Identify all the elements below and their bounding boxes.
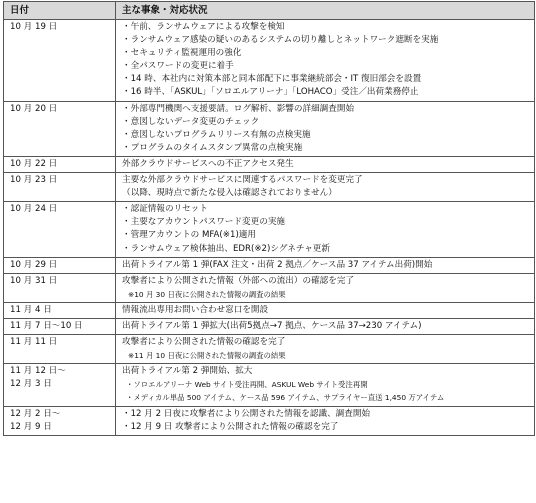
event-line: ・全パスワードの変更に着手 — [122, 61, 234, 72]
event-line: ・意図しないデータ変更のチェック — [122, 116, 260, 127]
table-row — [4, 20, 535, 102]
date-text: 11 月 11 日 — [10, 337, 58, 348]
event-line: ・午前、ランサムウェアによる攻撃を検知 — [122, 22, 285, 32]
table-body — [4, 20, 535, 436]
date-text: 10 月 20 日 — [10, 103, 58, 114]
event-line: ・12 月 2 日夜に攻撃者により公開された情報を認識、調査開始 — [122, 408, 371, 419]
date-text: 10 月 23 日 — [10, 175, 58, 186]
date-cell — [4, 156, 116, 172]
date-text: 10 月 29 日 — [10, 259, 58, 270]
event-line: ・認証情報のリセット — [122, 204, 208, 215]
date-text: 11 月 4 日 — [10, 304, 52, 315]
event-line: ・ランサムウェア感染の疑いのあるシステムの切り離しとネットワーク遮断を実施 — [122, 35, 439, 46]
date-text: 12 月 9 日 — [10, 421, 52, 432]
table-row — [4, 173, 535, 202]
date-cell — [4, 101, 116, 156]
date-cell — [4, 335, 116, 364]
event-note: ※11 月 10 日夜に公開された情報の調査の結果 — [128, 351, 286, 361]
event-cell — [116, 257, 535, 273]
header-date: 日付 — [4, 2, 116, 20]
date-text: 10 月 31 日 — [10, 275, 58, 286]
event-line: ・14 時、本社内に対策本部と同本部配下に事業継続部会・IT 復旧部会を設置 — [122, 74, 422, 85]
date-cell — [4, 364, 116, 406]
date-cell — [4, 406, 116, 435]
event-cell — [116, 173, 535, 202]
event-subline: ・ソロエルアリーナ Web サイト受注再開、ASKUL Web サイト受注再開 — [126, 380, 368, 390]
header-event: 主な事象・対応状況 — [116, 2, 535, 20]
date-cell — [4, 318, 116, 334]
event-line: 出荷トライアル第 1 弾拡大(出荷5拠点→7 拠点、ケース品 37→230 アイテム) — [122, 320, 422, 331]
table-row — [4, 257, 535, 273]
event-cell — [116, 318, 535, 334]
date-text: 10 月 19 日 — [10, 22, 58, 32]
table-row — [4, 335, 535, 364]
event-cell — [116, 202, 535, 257]
date-cell — [4, 202, 116, 257]
event-cell — [116, 406, 535, 435]
event-line: ・主要なアカウントパスワード変更の実施 — [122, 217, 286, 228]
event-cell — [116, 101, 535, 156]
event-line: 攻撃者により公開された情報（外部への流出）の確認を完了 — [122, 275, 355, 286]
event-cell — [116, 20, 535, 102]
event-line: 主要な外部クラウドサービスに関連するパスワードを変更完了 — [122, 175, 363, 186]
event-cell — [116, 156, 535, 172]
event-line: ・12 月 9 日 攻撃者により公開された情報の確認を完了 — [122, 421, 339, 432]
event-line: 攻撃者により公開された情報の確認を完了 — [122, 337, 286, 348]
event-line: 外部クラウドサービスへの不正アクセス発生 — [122, 158, 294, 169]
event-line: ・16 時半、「ASKUL」「ソロエルアリーナ」「LOHACO」受注／出荷業務停止 — [122, 87, 419, 98]
event-line: ・外部専門機関へ支援要請。ログ解析、影響の詳細調査開始 — [122, 103, 355, 114]
event-cell — [116, 364, 535, 406]
table-row — [4, 273, 535, 302]
event-line: ・管理アカウントの MFA(※1)適用 — [122, 230, 256, 241]
table-header-row — [4, 2, 535, 20]
event-line: ・意図しないプログラムリリース有無の点検実施 — [122, 129, 311, 140]
table-row — [4, 156, 535, 172]
event-cell — [116, 335, 535, 364]
table-row — [4, 101, 535, 156]
event-cell — [116, 302, 535, 318]
date-cell — [4, 302, 116, 318]
date-cell — [4, 273, 116, 302]
table-row — [4, 202, 535, 257]
table-row — [4, 302, 535, 318]
date-text: 12 月 2 日～ — [10, 408, 61, 419]
date-cell — [4, 173, 116, 202]
event-subline: ・メディカル単品 500 アイテム、ケース品 596 アイテム、サプライヤー直送 1,450 万アイテム — [126, 393, 445, 403]
date-text: 11 月 7 日～10 日 — [10, 320, 83, 331]
event-note: ※10 月 30 日夜に公開された情報の調査の結果 — [128, 289, 286, 299]
date-text: 11 月 12 日～ — [10, 366, 66, 377]
timeline-table — [3, 1, 535, 436]
date-cell — [4, 257, 116, 273]
event-cell — [116, 273, 535, 302]
table-row — [4, 364, 535, 406]
table-row — [4, 406, 535, 435]
date-cell — [4, 20, 116, 102]
date-text: 10 月 24 日 — [10, 204, 58, 215]
event-line: （以降、現時点で新たな侵入は確認されておりません） — [122, 188, 337, 199]
event-line: 情報流出専用お問い合わせ窓口を開設 — [122, 304, 269, 315]
date-text: 10 月 22 日 — [10, 158, 58, 169]
event-line: ・プログラムのタイムスタンプ異常の点検実施 — [122, 142, 303, 153]
event-line: ・ランサムウェア検体抽出、EDR(※2)シグネチャ更新 — [122, 243, 330, 254]
table-row — [4, 318, 535, 334]
event-line: 出荷トライアル第 1 弾(FAX 注文・出荷 2 拠点／ケース品 37 アイテム出荷)開始 — [122, 259, 433, 270]
date-text: 12 月 3 日 — [10, 379, 52, 390]
event-line: ・セキュリティ監視運用の強化 — [122, 48, 242, 59]
event-line: 出荷トライアル第 2 弾開始、拡大 — [122, 366, 253, 377]
